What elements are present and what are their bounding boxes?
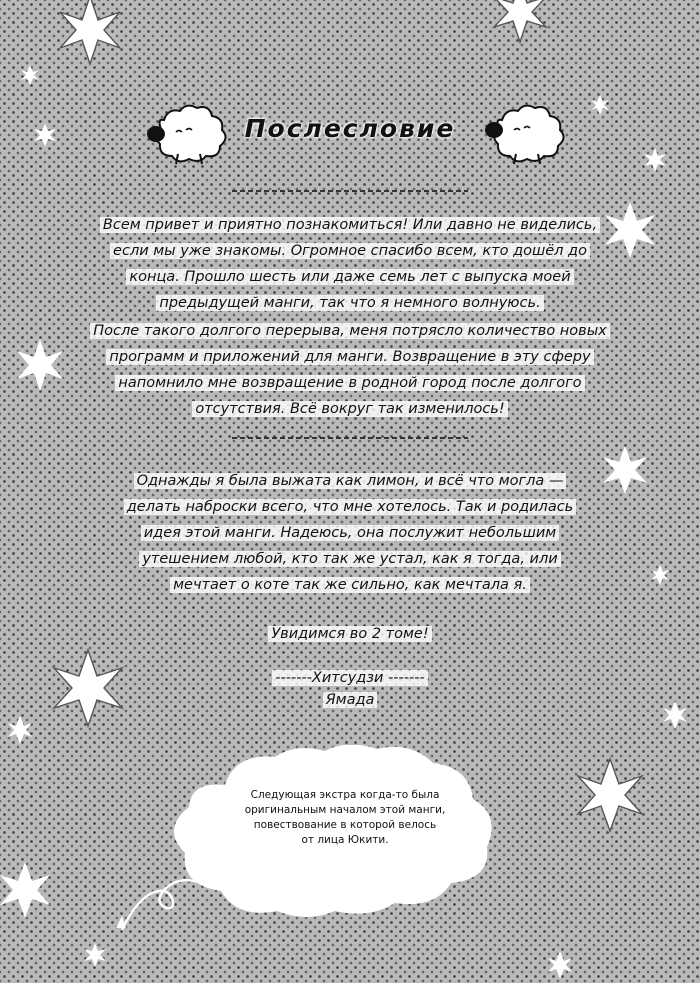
text-line: отсутствия. Всё вокруг так изменилось! <box>192 401 507 417</box>
note-text <box>195 788 495 848</box>
farewell-text <box>0 626 700 642</box>
text-line: делать наброски всего, что мне хотелось. Так и родилась <box>124 499 576 515</box>
text-line: мечтает о коте так же сильно, как мечтала я. <box>170 577 530 593</box>
star-icon <box>578 759 642 831</box>
page-header <box>0 100 700 170</box>
note-line: оригинальным началом этой манги, <box>244 804 446 816</box>
text-line: программ и приложений для манги. Возвращение в эту сферу <box>106 349 593 365</box>
farewell-label: Увидимся во 2 томе! <box>268 626 431 642</box>
swirl-arrow-icon <box>108 862 208 942</box>
paragraph-1 <box>40 212 660 316</box>
star-icon <box>60 0 120 64</box>
text-line: идея этой манги. Надеюсь, она послужит небольшим <box>141 525 559 541</box>
star-icon <box>21 65 39 85</box>
text-line: напомнило мне возвращение в родной город после долгого <box>115 375 584 391</box>
page-title: Послесловие <box>244 114 456 143</box>
signature-name <box>0 670 700 686</box>
paragraph-3 <box>40 468 660 598</box>
text-line: Однажды я была выжата как лимон, и всё что могла — <box>134 473 567 489</box>
note-line: от лица Юкити. <box>301 834 389 846</box>
sheep-icon <box>480 102 570 166</box>
signature-first: -------Хитсудзи ------- <box>272 670 427 686</box>
note-line: Следующая экстра когда-то была <box>250 789 440 801</box>
text-line: утешением любой, кто так же устал, как я тогда, или <box>139 551 560 567</box>
divider <box>232 190 468 192</box>
star-icon <box>0 862 50 918</box>
star-icon <box>54 650 122 726</box>
star-icon <box>84 943 106 967</box>
paragraph-2 <box>40 318 660 422</box>
text-line: После такого долгого перерыва, меня потрясло количество новых <box>90 323 609 339</box>
signature-last: Ямада <box>323 692 378 708</box>
signature-surname <box>0 692 700 708</box>
star-icon <box>8 716 32 744</box>
text-line: если мы уже знакомы. Огромное спасибо всем, кто дошёл до <box>110 243 590 259</box>
star-icon <box>548 951 572 979</box>
note-line: повествование в которой велось <box>253 819 437 831</box>
text-line: Всем привет и приятно познакомиться! Или давно не виделись, <box>100 217 600 233</box>
text-line: предыдущей манги, так что я немного волнуюсь. <box>156 295 543 311</box>
text-line: конца. Прошло шесть или даже семь лет с выпуска моей <box>126 269 573 285</box>
divider <box>232 437 468 439</box>
